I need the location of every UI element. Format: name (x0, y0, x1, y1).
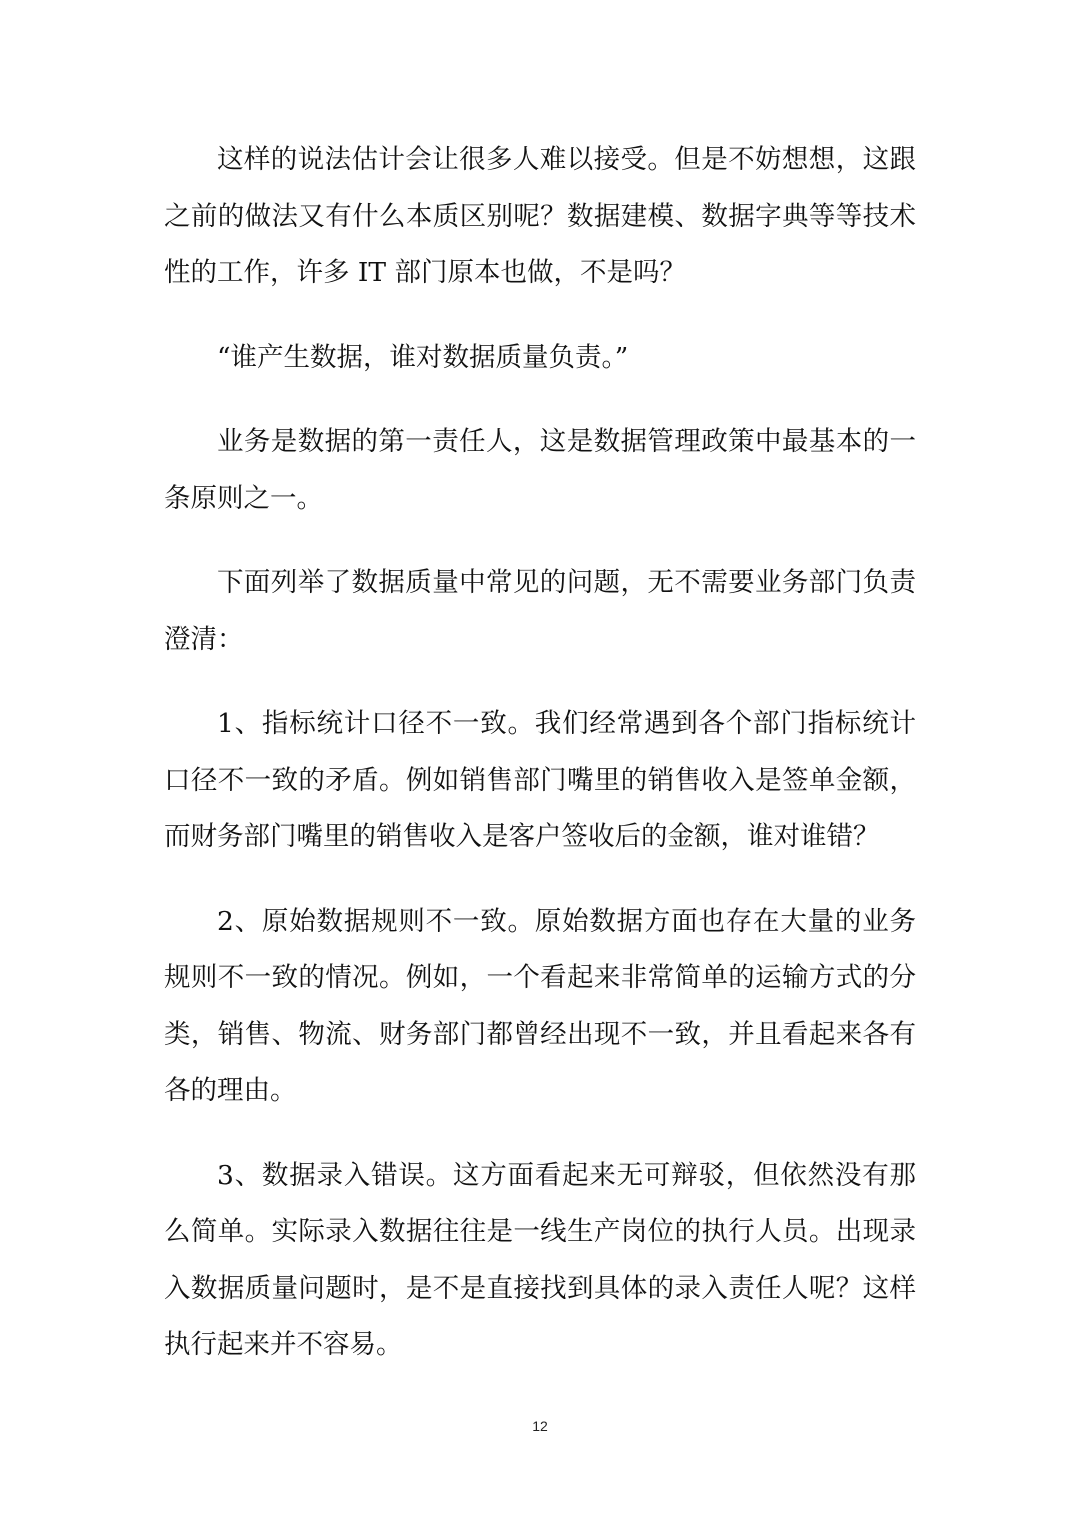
paragraph-principle: 业务是数据的第一责任人，这是数据管理政策中最基本的一条原则之一。 (164, 426, 916, 514)
paragraph-list-intro: 下面列举了数据质量中常见的问题，无不需要业务部门负责澄清： (164, 567, 916, 655)
body-text (164, 132, 916, 1402)
paragraph-intro: 这样的说法估计会让很多人难以接受。但是不妨想想，这跟之前的做法又有什么本质区别呢？数据建模、数据字典等等技术性的工作，许多 IT 部门原本也做，不是吗？ (164, 144, 916, 288)
paragraph-item-2: 2、原始数据规则不一致。原始数据方面也存在大量的业务规则不一致的情况。例如，一个看起来非常简单的运输方式的分类，销售、物流、财务部门都曾经出现不一致，并且看起来各有各的理由。 (164, 905, 916, 1106)
paragraph-item-1: 1、指标统计口径不一致。我们经常遇到各个部门指标统计口径不一致的矛盾。例如销售部门嘴里的销售收入是签单金额，而财务部门嘴里的销售收入是客户签收后的金额，谁对谁错？ (164, 708, 916, 852)
paragraph-item-3: 3、数据录入错误。这方面看起来无可辩驳，但依然没有那么简单。实际录入数据往往是一线生产岗位的执行人员。出现录入数据质量问题时，是不是直接找到具体的录入责任人呢？这样执行起来并不容易。 (164, 1159, 916, 1360)
page-number: 12 (532, 1418, 548, 1434)
paragraph-quote: “谁产生数据，谁对数据质量负责。” (217, 341, 629, 373)
